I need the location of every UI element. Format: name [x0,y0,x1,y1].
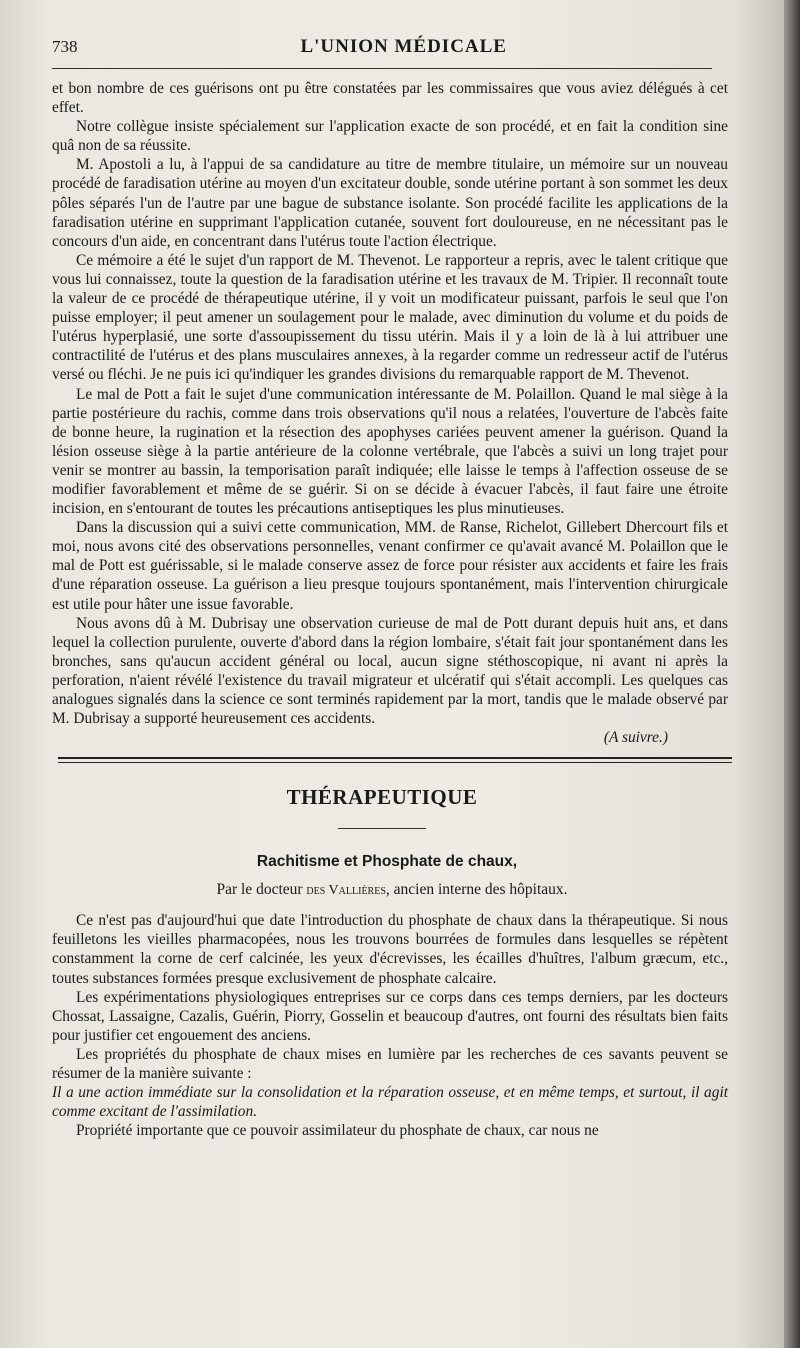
paragraph: Dans la discussion qui a suivi cette communication, MM. de Ranse, Richelot, Gillebert Dhercourt fils et moi, nous avons cité des observations personnelles, venant confirmer ce qu'avait avancé M. Polaillon que le mal de Pott est guérissable, si le malade conserve assez de force pour résister aux accidents et faire les frais d'une réparation osseuse. La guérison a lieu presque toujours spontanément, mais l'intervention chirurgicale est utile pour hâter une issue favorable. [52,519,728,613]
author-name: des Vallières [306,883,386,899]
header-rule [52,68,712,69]
byline-prefix: Par le docteur [216,881,303,899]
page-header [52,36,712,58]
italic-summary: Il a une action immédiate sur la consolidation et la réparation osseuse, et en même temps, et surtout, il agit comme excitant de l'assimilation. [52,1084,728,1121]
paragraph: Nous avons dû à M. Dubrisay une observation curieuse de mal de Pott durant depuis huit ans, et dans lequel la collection purulente, ouverte d'abord dans la région lombaire, s'était fait jour spontanément dans les bronches, sans qu'aucun accident général ou local, aucun signe stéthoscopique, ni avant ni après la perforation, n'aient révélé l'existence du travail migrateur et ulcératif qui s'était accompli. Les quelques cas analogues signalés dans la science ce sont terminés rapidement par la mort, tandis que le malade observé par M. Dubrisay a supporté heureusement ces accidents. [52,614,728,728]
section-divider [58,757,732,763]
byline [52,881,732,899]
paragraph: Les expérimentations physiologiques entreprises sur ce corps dans ces temps derniers, par les docteurs Chossat, Lassaigne, Cazalis, Guérin, Piorry, Gosselin et beaucoup d'autres, ont fourni des résultats bien faits pour justifier cet engouement des anciens. [52,988,728,1044]
page-number: 738 [52,37,78,56]
section-title: THÉRAPEUTIQUE [286,785,478,810]
paragraph: Les propriétés du phosphate de chaux mises en lumière par les recherches de ces savants peuvent se résumer de la manière suivante : [52,1045,728,1083]
article-body [52,911,728,1140]
article-title: Rachitisme et Phosphate de chaux, [256,853,518,871]
paragraph: Notre collègue insiste spécialement sur l'application exacte de son procédé, et en fait la condition sine quâ non de sa réussite. [52,118,728,155]
byline-suffix: , ancien interne des hôpitaux. [385,881,568,899]
title-rule [338,828,426,829]
paragraph: Le mal de Pott a fait le sujet d'une communication intéressante de M. Polaillon. Quand le mal siège à la partie postérieure du rachis, comme dans trois observations qu'il nous a relatées, l'ouverture de l'abcès faite de bonne heure, la rugination et la résection des apophyses cariées peuvent amener la guérison. Quand la lésion osseuse siège à la partie antérieure de la colonne vertébrale, que l'abcès a suivi un long trajet pour venir se montrer au bassin, la temporisation paraît indiquée; elle laisse le temps à l'affection osseuse de se modifier favorablement et même de se guérir. Si on se décide à évacuer l'abcès, il faut faire une étroite incision, en s'entourant de toutes les précautions antiseptiques les plus minutieuses. [52,385,728,518]
paragraph: Ce n'est pas d'aujourd'hui que date l'introduction du phosphate de chaux dans la thérapeutique. Si nous feuilletons les vieilles pharmacopées, nous les trouvons bourrées de formules dans lesquelles se répètent constamment la corne de cerf calcinée, les yeux d'écrevisses, les écailles d'huîtres, l'album græcum, etc., toutes substances formées presque exclusivement de phosphate calcaire. [52,912,728,987]
paragraph-last-line: Propriété importante que ce pouvoir assimilateur du phosphate de chaux, car nous ne [76,1122,599,1140]
article-continuation [52,79,728,747]
paragraph: M. Apostoli a lu, à l'appui de sa candidature au titre de membre titulaire, un mémoire sur un nouveau procédé de faradisation utérine au moyen d'un excitateur double, sonde utérine portant à son sommet les deux pôles séparés l'un de l'autre par une bague de substance isolante. Son procédé facilite les applications de la faradisation utérine en supprimant l'application cutanée, souvent fort douloureuse, en ne nécessitant pas le concours d'un aide, en concentrant dans l'utérus toute l'action électrique. [52,156,728,250]
running-title: L'UNION MÉDICALE [300,36,507,57]
paragraph: et bon nombre de ces guérisons ont pu être constatées par les commissaires que vous aviez délégués à cet effet. [52,80,728,117]
paragraph: Ce mémoire a été le sujet d'un rapport de M. Thevenot. Le rapporteur a repris, avec le talent critique que vous lui connaissez, toute la question de la faradisation utérine et les travaux de M. Tripier. Il reconnaît toute la valeur de ce procédé de thérapeutique utérine, il y voit un modificateur puissant, parfois le seul que l'on puisse employer; il peut amener un soulagement pour le malade, avec diminution du volume et du poids de l'utérus hyperplasié, une sorte d'assoupissement du tissu utérin. Mais il y a loin de là à lui attribuer une contractilité de l'utérus et des plans musculaires annexes, à la regarder comme un redresseur actif de l'utérus versé ou fléchi. Je ne puis ici qu'indiquer les grandes divisions du remarquable rapport de M. Thevenot. [52,251,728,384]
to-be-continued: (A suivre.) [603,729,668,747]
book-edge [784,0,800,1348]
